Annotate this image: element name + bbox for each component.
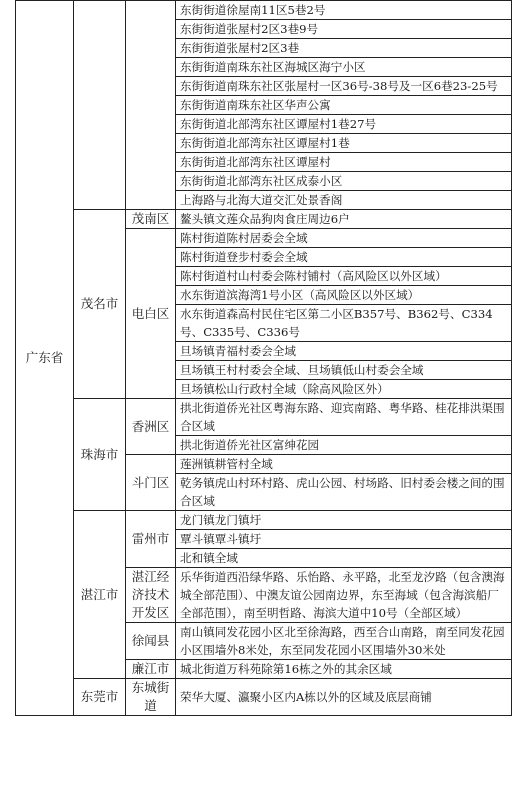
area-row: 水东街道森高村民住宅区第二小区B357号、B362号、C334号、C335号、C336号 — [176, 305, 512, 342]
district-cell: 茂南区 — [126, 210, 176, 229]
area-row: 东街街道张屋村2区3巷 — [176, 39, 512, 58]
area-row: 城北街道万科苑除第16栋之外的其余区域 — [176, 660, 512, 679]
area-row: 莲洲镇耕管村全域 — [176, 455, 512, 474]
district-cell: 电白区 — [126, 229, 176, 399]
district-cell: 廉江市 — [126, 660, 176, 679]
area-row: 陈村街道登步村委会全域 — [176, 248, 512, 267]
city-cell: 珠海市 — [74, 399, 126, 511]
area-row: 陈村街道陈村居委会全域 — [176, 229, 512, 248]
area-row: 东街街道南珠东社区张屋村一区36号-38号及一区6巷23-25号 — [176, 77, 512, 96]
area-row: 乾务镇虎山村环村路、虎山公园、村场路、旧村委会楼之间的围合区域 — [176, 474, 512, 511]
area-row: 北和镇全域 — [176, 549, 512, 568]
district-cell: 湛江经济技术开发区 — [126, 568, 176, 623]
area-row: 东街街道南珠东社区华声公寓 — [176, 96, 512, 115]
district-cell: 东城街道 — [126, 679, 176, 716]
area-row: 东街街道北部湾东社区谭屋村1巷 — [176, 134, 512, 153]
district-cell: 斗门区 — [126, 455, 176, 511]
area-row: 东街街道北部湾东社区成泰小区 — [176, 172, 512, 191]
area-row: 旦场镇王村村委会全域、旦场镇低山村委会全域 — [176, 361, 512, 380]
area-row: 荣华大厦、瀛聚小区内A栋以外的区域及底层商铺 — [176, 679, 512, 716]
city-cell: 茂名市 — [74, 210, 126, 399]
area-row: 陈村街道村山村委会陈村铺村（高风险区以外区域） — [176, 267, 512, 286]
city-cell: 湛江市 — [74, 511, 126, 679]
district-cell: 香洲区 — [126, 399, 176, 455]
area-row: 旦场镇松山行政村全域（除高风险区外） — [176, 380, 512, 399]
district-cell: 雷州市 — [126, 511, 176, 568]
area-row: 乐华街道西沿绿华路、乐怡路、永平路，北至龙汐路（包含澳海城全部范围）、中澳友谊公园南边界，东至海域（包含海滨船厂全部范围），南至明哲路、海滨大道中10号（全部区域） — [176, 568, 512, 623]
province-cell: 广东省 — [16, 1, 74, 716]
area-row: 鳌头镇文莲众品狗肉食庄周边6户 — [176, 210, 512, 229]
district-cell — [126, 1, 176, 210]
area-row: 上海路与北海大道交汇处景香阁 — [176, 191, 512, 210]
area-row: 龙门镇龙门镇圩 — [176, 511, 512, 530]
area-row: 水东街道滨海湾1号小区（高风险区以外区域） — [176, 286, 512, 305]
area-row: 东街街道徐屋南11区5巷2号 — [176, 1, 512, 20]
area-row: 东街街道张屋村2区3巷9号 — [176, 20, 512, 39]
area-row: 旦场镇青福村委会全域 — [176, 342, 512, 361]
risk-area-table — [15, 0, 512, 716]
area-row: 南山镇同发花园小区北至徐海路，西至合山南路，南至同发花园小区围墙外8米处，东至同发花园小区围墙外30米处 — [176, 623, 512, 660]
area-row: 东街街道北部湾东社区谭屋村 — [176, 153, 512, 172]
area-row: 东街街道北部湾东社区谭屋村1巷27号 — [176, 115, 512, 134]
area-row: 拱北街道侨光社区富绅花园 — [176, 436, 512, 455]
area-row: 东街街道南珠东社区海城区海宁小区 — [176, 58, 512, 77]
district-cell: 徐闻县 — [126, 623, 176, 660]
area-row: 覃斗镇覃斗镇圩 — [176, 530, 512, 549]
city-cell: 东莞市 — [74, 679, 126, 716]
area-row: 拱北街道侨光社区粤海东路、迎宾南路、粤华路、桂花排洪渠围合区域 — [176, 399, 512, 436]
city-cell — [74, 1, 126, 210]
